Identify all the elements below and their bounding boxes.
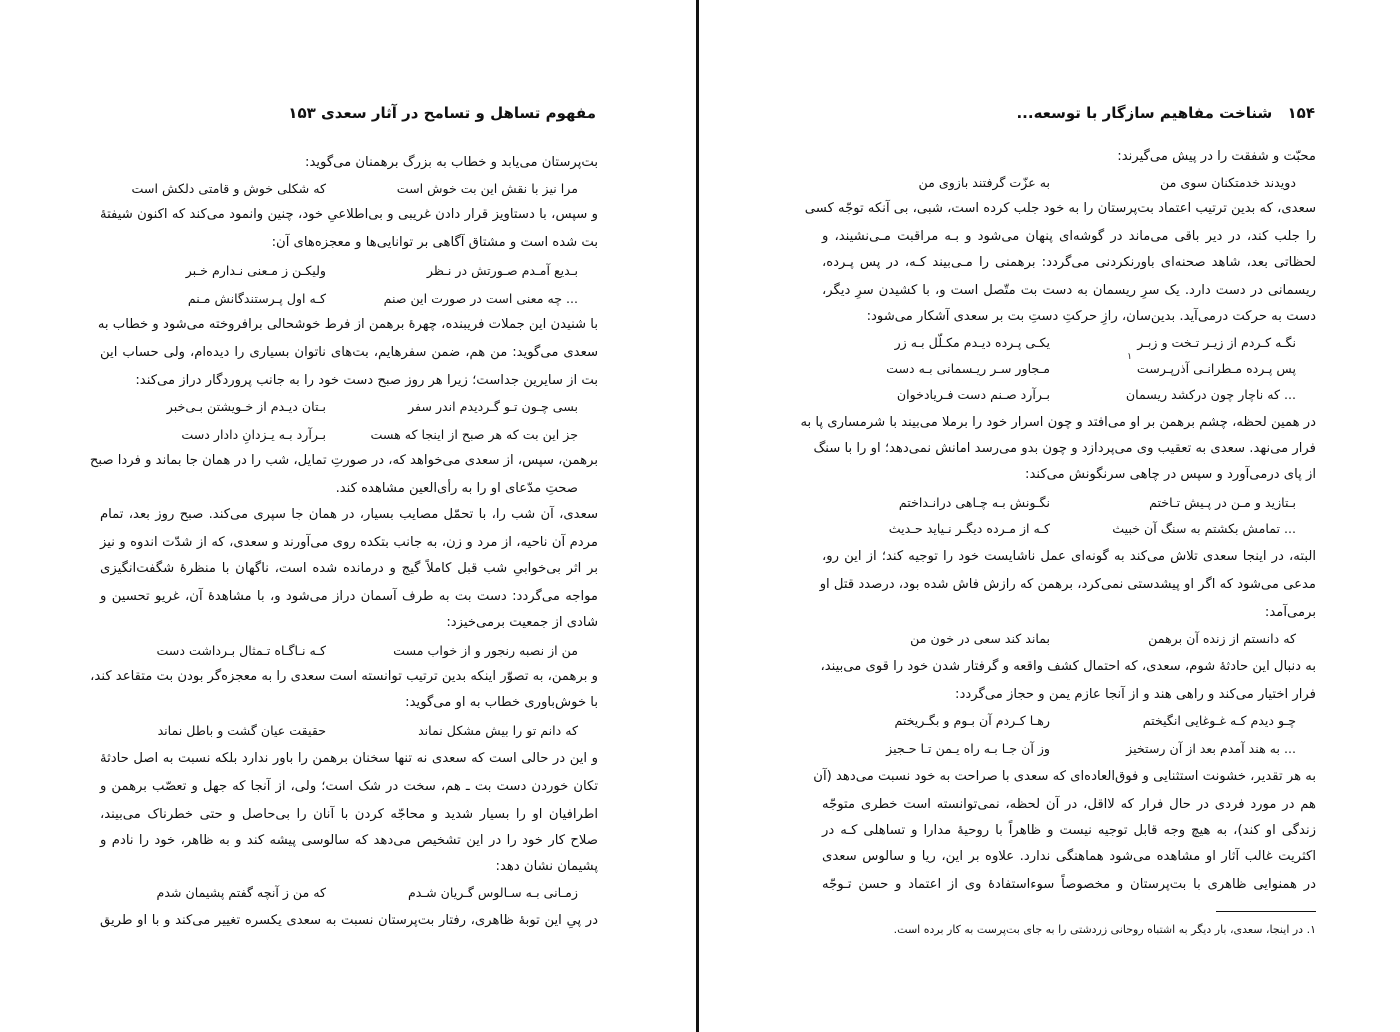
verse-hemistich: مرا نیز با نقش این بت خوش است bbox=[396, 181, 578, 196]
text-line: تکان خوردن دست بت ـ هم، سخت در شک است؛ ولی، از آنجا که جهل و تعصّب برهمن و bbox=[100, 779, 598, 794]
text-line: ریسمانی در دست دارد. یک سرِ ریسمان به دست بت متّصل است و، با کشیدن سرِ دیگر، bbox=[822, 283, 1316, 298]
text-line: بر اثر بی‌خوابیِ شب قبل کاملاً گیج و درمانده شده است، ناگهان با منظرهٔ شگفت‌انگیزی bbox=[100, 561, 598, 576]
text-line: سعدی، که بدین ترتیب اعتماد بت‌پرستان را به خود جلب کرده است، شبی، بی آنکه توجّه کسی bbox=[804, 201, 1316, 216]
right-page bbox=[699, 0, 1400, 1032]
page-header bbox=[278, 104, 596, 122]
text-line: فرار اختیار می‌کند و راهی هند و از آنجا عازم یمن و حجاز می‌گردد: bbox=[955, 687, 1316, 702]
footnote-marker: ۱ bbox=[1127, 352, 1132, 362]
text-line: مردم آن ناحیه، از مرد و زن، به جانب بتکده روی می‌آورند و سعدی، که از شدّت اندوه و نیز bbox=[100, 535, 598, 550]
text-line: صحتِ مدّعای او را به رأی‌العین مشاهده کند. bbox=[335, 481, 578, 496]
text-line: در پیِ این توبهٔ ظاهری، رفتار بت‌پرستان نسبت به سعدی یکسره تغییر می‌کند و با او طریق bbox=[100, 913, 598, 928]
text-line: و برهمن، به تصوّر اینکه بدین ترتیب توانسته است سعدی را به معجزه‌گر بودن بت متقاعد کند، bbox=[90, 669, 598, 684]
verse-hemistich: بـرآرد صـنم دست فـریادخوان bbox=[896, 387, 1050, 402]
text-line: در همنوایی ظاهری با بت‌پرستان و مخصوصاً سوءاستفادهٔ وی از اعتماد و حسن تـوجّه bbox=[822, 877, 1316, 892]
verse-hemistich: نگـه کـردم از زیـر تـخت و زبـر bbox=[1137, 335, 1296, 350]
verse-hemistich: که دانم تو را بیش مشکل نماند bbox=[418, 723, 578, 738]
text-line: لحظاتی بعد، شاهد صحنه‌ای باورنکردنی می‌گردد: برهمنی را مـی‌بیند کـه، در پس پـرده، bbox=[822, 255, 1316, 270]
verse-hemistich: که من ز آنچه گفتم پشیمان شدم bbox=[156, 885, 326, 900]
text-line: و این در حالی است که سعدی نه تنها سخنان برهمن را باور ندارد بلکه نسبت به اصل حادثهٔ bbox=[100, 751, 598, 766]
header-title: مفهوم تساهل و تسامح در آثار سعدی bbox=[321, 104, 596, 122]
page-header bbox=[1016, 104, 1315, 122]
text-line: در همین لحظه، چشم برهمن بر او می‌افتد و چون اسرار خود را برملا می‌بیند با شرمساری پا به bbox=[800, 415, 1316, 430]
text-line: شادی از جمعیت برمی‌خیزد: bbox=[446, 615, 598, 630]
page-number: ۱۵۴ bbox=[1287, 104, 1315, 122]
verse-hemistich: جز این بت که هر صبح از اینجا که هست bbox=[370, 427, 578, 442]
verse-hemistich: چـو دیدم کـه غـوغایی انگیختم bbox=[1142, 713, 1296, 728]
text-line: دست به حرکت درمی‌آید. بدین‌سان، رازِ حرکتِ دستِ بت بر سعدی آشکار می‌شود: bbox=[866, 309, 1316, 324]
footnote: ۱. در اینجا، سعدی، بار دیگر به اشتباه روحانی زردشتی را به جای بت‌پرست به کار برده است. bbox=[893, 923, 1316, 936]
text-line: برهمن، سپس، از سعدی می‌خواهد که، در صورتِ تمایل، شب را در همان جا بماند و فردا صبح bbox=[89, 453, 598, 468]
text-line: مدعی می‌شود که اگر او پیشدستی نمی‌کرد، برهمن که رازش فاش شده بود، درصدد قتل او bbox=[819, 577, 1316, 592]
verse-hemistich: یکـی پـرده دیـدم مکـلّل بـه زر bbox=[894, 335, 1050, 350]
verse-hemistich: حقیقت عیان گشت و باطل نماند bbox=[157, 723, 326, 738]
verse-hemistich: ... به هند آمدم بعد از آن رستخیز bbox=[1126, 741, 1296, 756]
verse-hemistich: من از نصبه رنجور و از خواب مست bbox=[393, 643, 578, 658]
verse-hemistich: بـتازید و مـن در پـیش تـاختم bbox=[1149, 495, 1296, 510]
text-line: و سپس، با دستاویز قرار دادن غریبی و بی‌اطلاعیِ خود، چنین وانمود می‌کند که اکنون شیفتهٔ bbox=[100, 207, 598, 222]
text-line: برمی‌آمد: bbox=[1264, 605, 1316, 620]
text-line: از پای درمی‌آورد و سپس در چاهی سرنگونش می‌کند: bbox=[1025, 467, 1316, 482]
text-line: با شنیدن این جملات فریبنده، چهرهٔ برهمن از فرط خوشحالی برافروخته می‌شود و خطاب به bbox=[97, 317, 598, 332]
text-line: البته، در اینجا سعدی تلاش می‌کند به گونه‌ای عمل ناشایست خود را توجیه کند؛ از این رو، bbox=[822, 549, 1316, 564]
text-line: صلاح کار خود را در این تشخیص می‌دهد که سالوسی پیشه کند و به ظاهر، خود را نادم و bbox=[100, 833, 598, 848]
verse-hemistich: بماند کند سعی در خون من bbox=[910, 631, 1050, 646]
text-line: اطرافیان او را بسیار شدید و محاجّه کردن با آنان را بی‌حاصل و حتی خطرناک می‌بیند، bbox=[100, 807, 598, 822]
verse-hemistich: بسی چـون تـو گـردیدم اندر سفر bbox=[408, 399, 578, 414]
verse-hemistich: کـه نـاگـاه تـمثال بـرداشت دست bbox=[156, 643, 326, 658]
verse-hemistich: پس پـرده مـطرانـی آذرپـرست bbox=[1136, 361, 1296, 376]
verse-hemistich: بـتان دیـدم از خـویشتن بـی‌خبر bbox=[166, 399, 326, 414]
verse-hemistich: کـه اول پـرستندگانش مـنم bbox=[187, 291, 326, 306]
text-line: هم در مورد فردی در حال فرار که لااقل، در آن لحظه، نمی‌توانسته است خطری متوجّه bbox=[822, 797, 1316, 812]
text-line: سعدی می‌گوید: من هم، ضمن سفرهایم، بت‌های ناتوان بسیاری را دیده‌ام، ولی حساب این bbox=[100, 345, 598, 360]
page-number: ۱۵۳ bbox=[288, 104, 316, 122]
left-page bbox=[0, 0, 696, 1032]
verse-hemistich: ... تمامش بکشتم به سنگ آن خبیث bbox=[1112, 521, 1296, 536]
verse-hemistich: که دانستم از زنده آن برهمن bbox=[1148, 631, 1296, 646]
verse-hemistich: ولیکـن ز مـعنی نـدارم خـبر bbox=[185, 263, 326, 278]
verse-hemistich: رهـا کـردم آن بـوم و بگـریختم bbox=[894, 713, 1050, 728]
header-title: شناخت مفاهیم سازگار با توسعه... bbox=[1016, 104, 1273, 122]
verse-hemistich: ... چه معنی است در صورت این صنم bbox=[383, 291, 578, 306]
text-line: زندگی او کند)، به هیچ وجه قابل توجیه نیست و ظاهراً با روحیهٔ مدارا و تساهلی کـه در bbox=[822, 823, 1316, 838]
text-line: مواجه می‌گردد: دست بت به طرف آسمان دراز می‌شود و، با مشاهدهٔ آن، غریو تحسین و bbox=[100, 589, 598, 604]
text-line: بت‌پرستان می‌یابد و خطاب به بزرگ برهمنان می‌گوید: bbox=[305, 155, 598, 170]
text-line: فرار می‌نهد. سعدی به تعقیب وی می‌پردازد و چون بدو می‌رسد امانش نمی‌دهد؛ او را با سنگ bbox=[813, 441, 1316, 456]
text-line: به هر تقدیر، خشونت استثنایی و فوق‌العاده‌ای که سعدی با صراحت به خود نسبت می‌دهد (آن bbox=[813, 769, 1316, 784]
verse-hemistich: دویدند خدمتکنان سوی من bbox=[1160, 175, 1296, 190]
text-line: بت شده است و مشتاق آگاهی بر توانایی‌ها و معجزه‌های آن: bbox=[271, 235, 598, 250]
text-line: سعدی، آن شب را، با تحمّل مصایب بسیار، در همان جا سپری می‌کند. صبح روز بعد، تمام bbox=[100, 507, 598, 522]
text-line: را جلب کند، در دیر باقی می‌ماند در گوشه‌ای پنهان می‌شود و بـه مراقبت مـی‌نشیند، و bbox=[822, 229, 1316, 244]
verse-hemistich: نگـونش بـه چـاهی درانـداختم bbox=[898, 495, 1050, 510]
text-line: با خوش‌باوری خطاب به او می‌گوید: bbox=[405, 695, 598, 710]
verse-hemistich: ... که ناچار چون درکشد ریسمان bbox=[1125, 387, 1296, 402]
verse-hemistich: کـه از مـرده دیگـر نـیاید حـدیث bbox=[888, 521, 1050, 536]
text-line: به دنبال این حادثهٔ شوم، سعدی، که احتمال کشف واقعه و گرفتار شدن خود را قوی می‌بیند، bbox=[820, 659, 1316, 674]
text-line: اکثریت غالب آثار او مشاهده می‌شود هماهنگی ندارد. علاوه بر این، ریا و سالوس سعدی bbox=[822, 849, 1316, 864]
verse-hemistich: وز آن جـا بـه راه یـمن تـا حـجیز bbox=[886, 741, 1050, 756]
verse-hemistich: بـدیع آمـدم صـورتش در نـظر bbox=[426, 263, 578, 278]
verse-hemistich: زمـانی بـه سـالوس گـریان شـدم bbox=[408, 885, 578, 900]
verse-hemistich: که شکلی خوش و قامتی دلکش است bbox=[131, 181, 326, 196]
verse-hemistich: به عزّت گرفتند بازوی من bbox=[918, 175, 1050, 190]
verse-hemistich: بـرآرد بـه یـزدانِ دادار دست bbox=[181, 427, 326, 442]
footnote-rule bbox=[1216, 911, 1316, 912]
text-line: بت از سایرین جداست؛ زیرا هر روز صبح دست خود را به جانب پروردگار دراز می‌کند: bbox=[135, 373, 598, 388]
text-line: محبّت و شفقت را در پیش می‌گیرند: bbox=[1117, 149, 1316, 164]
text-line: پشیمان نشان دهد: bbox=[495, 859, 598, 874]
verse-hemistich: مـجاور سـر ریـسمانی بـه دست bbox=[886, 361, 1050, 376]
